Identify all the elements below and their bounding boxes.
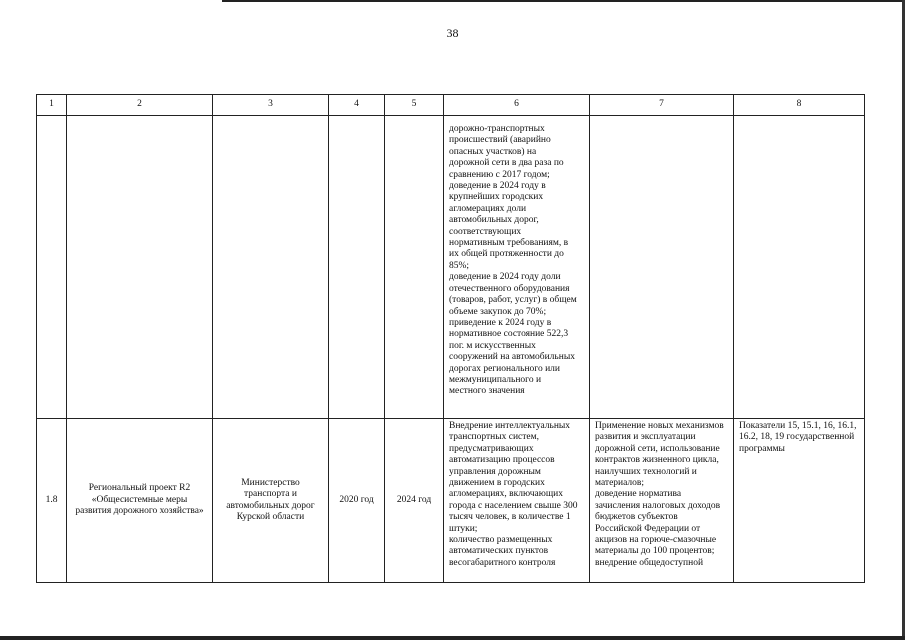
cell-row-number: 1.8 (37, 419, 67, 583)
cell-end-year: 2024 год (385, 419, 444, 583)
cell-empty (329, 116, 385, 419)
cell-continuation-result: дорожно-транспортных происшествий (аварийно опасных участков) на дорожной сети в два раза по сравнению с 2017 годом; доведение в 2024 году в крупнейших городских агломерациях доли автомобильных дорог, соответствующих нормативным требованиям, в их общей протяженности до 85%; доведение в 2024 году доли отечественного оборудования (товаров, работ, услуг) в общем объеме закупок до 70%; приведение к 2024 году в нормативное состояние 522,3 пог. м искусственных сооружений на автомобильных дорогах регионального или межмуниципального и местного значения (444, 116, 590, 419)
header-col-8: 8 (734, 95, 865, 116)
table-row-1-8 (37, 419, 865, 583)
scan-border-bottom (0, 636, 905, 640)
scan-border-top (222, 0, 905, 2)
table-header-row (37, 95, 865, 116)
page-number: 38 (446, 26, 459, 40)
cell-mechanisms: Применение новых механизмов развития и эксплуатации дорожной сети, использование контрактов жизненного цикла, наилучших технологий и материалов; доведение норматива зачисления налоговых доходов бюджетов субъектов Российской Федерации от акцизов на горюче-смазочные материалы до 100 процентов; внедрение общедоступной (590, 419, 734, 583)
table-row-continuation (37, 116, 865, 419)
cell-empty (734, 116, 865, 419)
header-col-7: 7 (590, 95, 734, 116)
cell-expected-result: Внедрение интеллектуальных транспортных систем, предусматривающих автоматизацию процессов управления дорожным движением в городских агломерациях, включающих города с населением свыше 300 тысяч человек, в количестве 1 штуки; количество размещенных автоматических пунктов весогабаритного контроля (444, 419, 590, 583)
cell-start-year: 2020 год (329, 419, 385, 583)
cell-empty (37, 116, 67, 419)
header-col-1: 1 (37, 95, 67, 116)
header-col-2: 2 (67, 95, 213, 116)
measures-table (36, 94, 865, 583)
cell-empty (590, 116, 734, 419)
header-col-3: 3 (213, 95, 329, 116)
header-col-6: 6 (444, 95, 590, 116)
cell-empty (213, 116, 329, 419)
cell-project-name: Региональный проект R2 «Общесистемные меры развития дорожного хозяйства» (67, 419, 213, 583)
cell-indicators: Показатели 15, 15.1, 16, 16.1, 16.2, 18, 19 государственной программы (734, 419, 865, 583)
cell-empty (67, 116, 213, 419)
cell-executor: Министерство транспорта и автомобильных дорог Курской области (213, 419, 329, 583)
header-col-4: 4 (329, 95, 385, 116)
cell-empty (385, 116, 444, 419)
header-col-5: 5 (385, 95, 444, 116)
